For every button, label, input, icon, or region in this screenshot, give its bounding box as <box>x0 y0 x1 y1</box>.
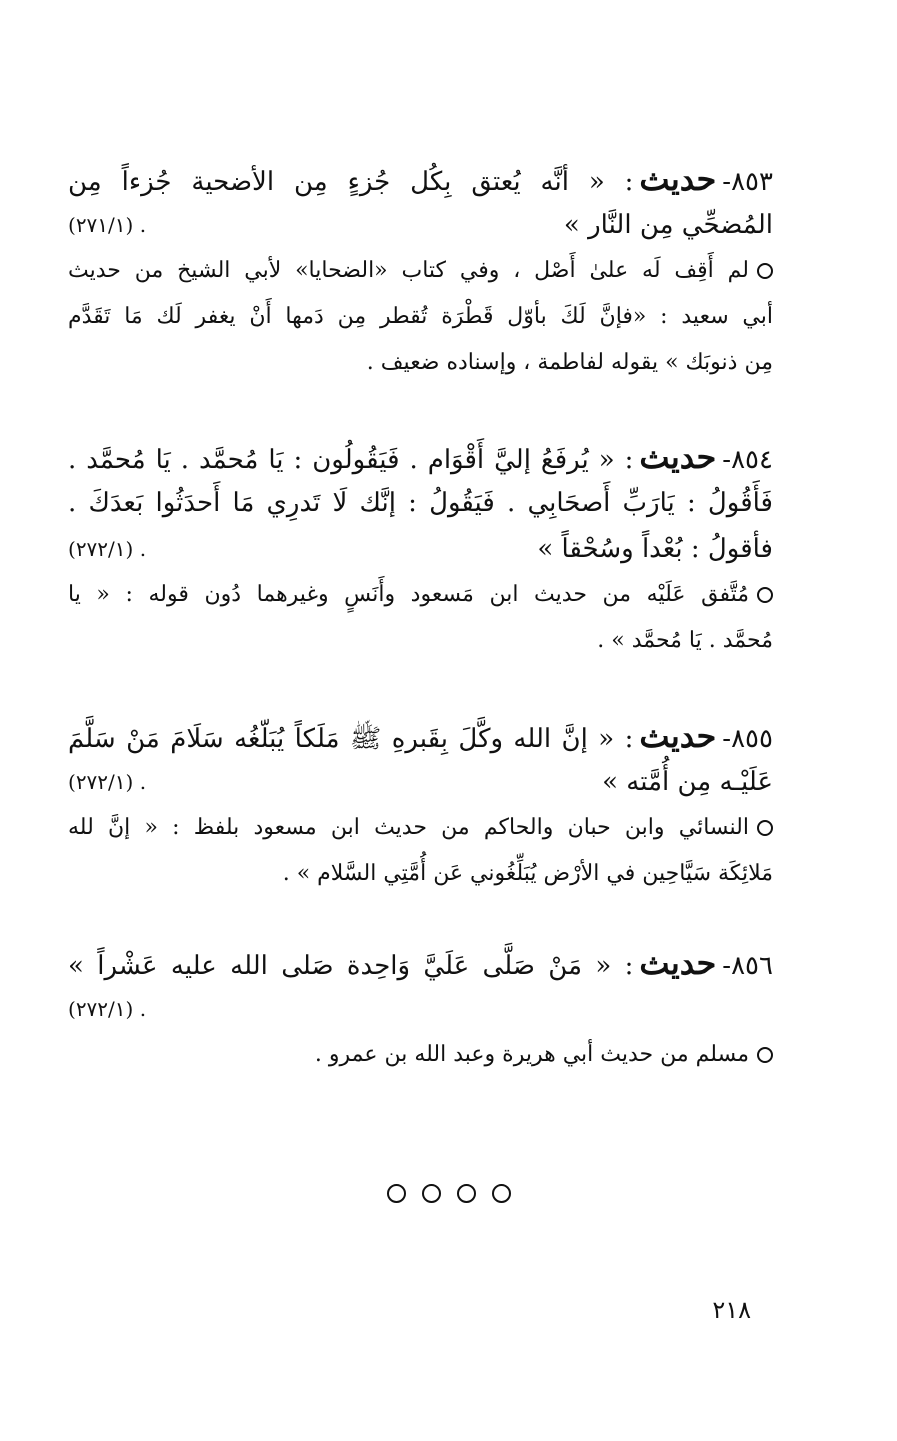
note-line <box>68 618 773 664</box>
hadith-854 <box>68 434 773 664</box>
hadith-text: المُضحِّي مِن النَّار » <box>563 210 773 240</box>
hadith-reference: . (٢٧٢/١) <box>68 770 147 794</box>
note-text: مُتَّفق عَلَيْه من حديث ابن مَسعود وأَنَسٍ وغيرهما دُون قوله : « يا <box>68 582 749 607</box>
hadith-text: : « أنَّه يُعتق بِكُل جُزءٍ مِن الأضحية جُزءاً مِن <box>68 167 634 197</box>
note-text: النسائي وابن حبان والحاكم من حديث ابن مسعود بلفظ : « إنَّ لله <box>68 815 749 840</box>
note-text: مَلائِكَة سَيَّاحِين في الأرْض يُبَلِّغُوني عَن أُمَّتِي السَّلام » . <box>282 861 773 886</box>
note-line <box>68 294 773 340</box>
note-line <box>68 572 773 618</box>
note-line <box>68 851 773 897</box>
hadith-text: : « مَنْ صَلَّى عَلَيَّ وَاحِدة صَلى الله عليه عَشْراً » <box>68 951 634 981</box>
hadith-text-line <box>68 940 773 986</box>
hadith-number: ٨٥٥ <box>731 724 773 754</box>
hadith-text: عَلَيْـه مِن أُمَّته » <box>602 767 773 797</box>
hadith-text: فَأَقُولُ : يَارَبِّ أَصحَابِي . فَيَقُولُ : إنَّك لَا تَدرِي مَا أَحدَثُوا بَعدَكَ . <box>68 488 773 518</box>
hadith-855 <box>68 713 773 897</box>
hadith-text-line <box>68 986 773 1032</box>
hadith-text: : « إنَّ الله وكَّلَ بِقَبرهِ ﷺ مَلَكاً يُبَلّغُه سَلَامَ مَنْ سَلَّمَ <box>68 724 634 754</box>
hadith-dash: - <box>722 951 732 981</box>
circle-icon <box>492 1184 511 1203</box>
hadith-dash: - <box>722 445 732 475</box>
hadith-keyword: حديث <box>639 717 717 755</box>
section-divider <box>0 1184 897 1207</box>
hadith-text-line <box>68 202 773 248</box>
hadith-text-line <box>68 759 773 805</box>
hadith-853 <box>68 156 773 386</box>
hadith-keyword: حديث <box>639 438 717 476</box>
hadith-text-line <box>68 156 773 202</box>
hadith-dash: - <box>722 724 732 754</box>
bullet-circle-icon <box>757 587 773 603</box>
note-line <box>68 805 773 851</box>
hadith-text: : « يُرفَعُ إليَّ أَقْوَام . فَيَقُولُون : يَا مُحمَّد . يَا مُحمَّد . <box>68 445 634 475</box>
note-text: مسلم من حديث أبي هريرة وعبد الله بن عمرو . <box>314 1042 749 1067</box>
circle-icon <box>387 1184 406 1203</box>
note-text: مِن ذنوبَك » يقوله لفاطمة ، وإسناده ضعيف . <box>366 350 773 375</box>
hadith-keyword: حديث <box>639 160 717 198</box>
hadith-text-line <box>68 434 773 480</box>
hadith-reference: . (٢٧٢/١) <box>68 997 147 1021</box>
note-text: أبي سعيد : «فإنَّ لَكَ بأوّل قَطْرَة تُقطر مِن دَمها أَنْ يغفر لَك مَا تَقَدَّم <box>68 304 773 329</box>
hadith-text-line <box>68 713 773 759</box>
hadith-text-line <box>68 480 773 526</box>
hadith-reference: . (٢٧٢/١) <box>68 537 147 561</box>
hadith-text-line <box>68 526 773 572</box>
hadith-note <box>68 1032 773 1078</box>
bullet-circle-icon <box>757 263 773 279</box>
hadith-reference: . (٢٧١/١) <box>68 213 147 237</box>
page-number: ٢١٨ <box>712 1296 751 1324</box>
hadith-number: ٨٥٤ <box>731 445 773 475</box>
hadith-note <box>68 572 773 664</box>
hadith-856 <box>68 940 773 1078</box>
hadith-number: ٨٥٦ <box>731 951 773 981</box>
circle-icon <box>457 1184 476 1203</box>
hadith-dash: - <box>722 167 732 197</box>
note-line <box>68 1032 773 1078</box>
hadith-keyword: حديث <box>639 944 717 982</box>
hadith-note <box>68 805 773 897</box>
bullet-circle-icon <box>757 1047 773 1063</box>
circle-icon <box>422 1184 441 1203</box>
hadith-number: ٨٥٣ <box>731 167 773 197</box>
note-text: لم أَقِف لَه علىٰ أَصْل ، وفي كتاب «الضحايا» لأبي الشيخ من حديث <box>68 258 749 283</box>
hadith-note <box>68 248 773 386</box>
note-line <box>68 340 773 386</box>
bullet-circle-icon <box>757 820 773 836</box>
note-line <box>68 248 773 294</box>
hadith-text: فأقولُ : بُعْداً وسُحْقاً » <box>537 534 773 564</box>
note-text: مُحمَّد . يَا مُحمَّد » . <box>597 628 773 653</box>
